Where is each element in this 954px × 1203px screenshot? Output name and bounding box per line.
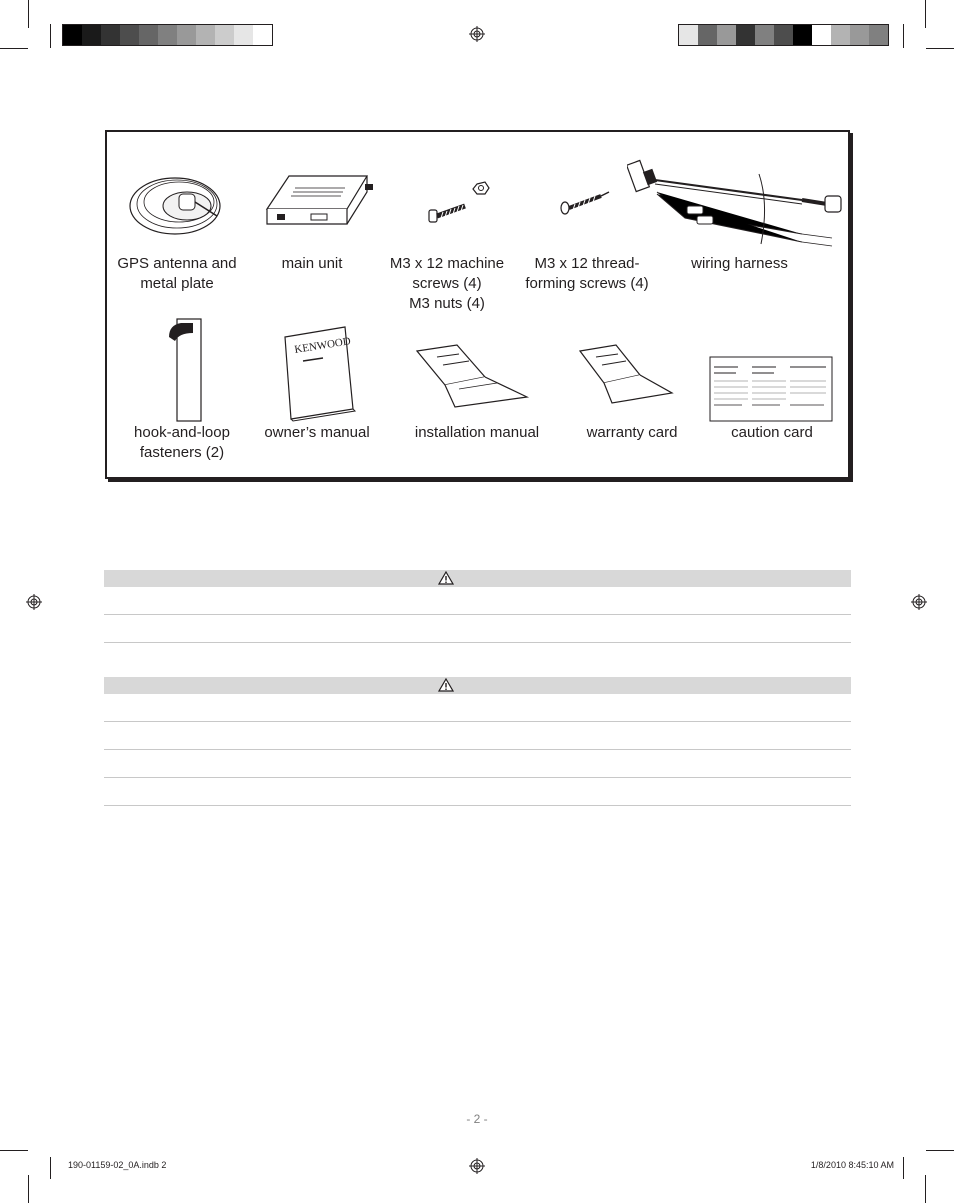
- part-owners-manual: [247, 317, 387, 443]
- color-swatch: [101, 25, 120, 45]
- gps-antenna-icon: [117, 154, 237, 254]
- color-bar-left: [62, 24, 273, 46]
- registration-mark-icon: [26, 594, 42, 610]
- part-warranty-card: [562, 317, 702, 443]
- installation-manual-icon: [397, 317, 557, 423]
- warning-table: [104, 677, 851, 806]
- part-label-line: caution card: [731, 424, 813, 441]
- crop-mark: [926, 48, 954, 49]
- table-row: [104, 694, 851, 722]
- slug-file: 190-01159-02_0A.indb 2: [68, 1160, 167, 1170]
- part-label-line: forming screws (4): [525, 275, 649, 292]
- owners-manual-icon: [247, 317, 387, 423]
- registration-mark-icon: [469, 1158, 485, 1174]
- crop-mark: [903, 24, 904, 48]
- crop-mark: [28, 1175, 29, 1203]
- color-swatch: [234, 25, 253, 45]
- warning-table: [104, 570, 851, 643]
- table-row: [104, 615, 851, 643]
- warning-table-header: [104, 570, 851, 587]
- color-swatch: [736, 25, 755, 45]
- registration-mark-icon: [911, 594, 927, 610]
- color-swatch: [679, 25, 698, 45]
- part-label-line: M3 x 12 machine: [389, 255, 505, 272]
- part-installation-manual: [397, 317, 557, 443]
- part-label-line: installation manual: [414, 424, 540, 441]
- color-swatch: [215, 25, 234, 45]
- table-row: [104, 750, 851, 778]
- color-swatch: [82, 25, 101, 45]
- color-swatch: [831, 25, 850, 45]
- page-number: - 2 -: [466, 1112, 488, 1126]
- color-swatch: [698, 25, 717, 45]
- part-label-line: owner’s manual: [264, 424, 370, 441]
- crop-mark: [0, 48, 28, 49]
- crop-mark: [0, 1150, 28, 1151]
- crop-mark: [50, 24, 51, 48]
- part-label-line: hook-and-loop: [134, 424, 230, 441]
- main-unit-icon: [247, 154, 377, 254]
- part-label-line: fasteners (2): [139, 444, 225, 461]
- wiring-harness-icon: [627, 154, 852, 254]
- crop-mark: [28, 0, 29, 28]
- color-swatch: [850, 25, 869, 45]
- part-label-line: screws (4): [412, 275, 482, 292]
- color-swatch: [177, 25, 196, 45]
- table-row: [104, 778, 851, 806]
- machine-screw-icon: [377, 154, 517, 254]
- crop-mark: [903, 1157, 904, 1179]
- warning-triangle-icon: [438, 571, 454, 585]
- part-label-line: M3 nuts (4): [409, 295, 485, 312]
- warning-table-header: [104, 677, 851, 694]
- part-machine-screws: [377, 154, 517, 314]
- package-contents-box: [105, 130, 850, 479]
- table-row: [104, 722, 851, 750]
- part-main-unit: [247, 154, 377, 274]
- warning-triangle-icon: [438, 678, 454, 692]
- color-swatch: [793, 25, 812, 45]
- part-gps-antenna: [107, 154, 247, 294]
- color-swatch: [774, 25, 793, 45]
- crop-mark: [926, 1150, 954, 1151]
- part-label-line: GPS antenna and: [117, 255, 237, 272]
- crop-mark: [50, 1157, 51, 1179]
- color-bar-right: [678, 24, 889, 46]
- color-swatch: [63, 25, 82, 45]
- part-wiring-harness: [627, 154, 852, 274]
- slug-timestamp: 1/8/2010 8:45:10 AM: [810, 1160, 894, 1170]
- color-swatch: [196, 25, 215, 45]
- color-swatch: [755, 25, 774, 45]
- caution-card-icon: [702, 317, 842, 423]
- color-swatch: [120, 25, 139, 45]
- part-label-line: main unit: [281, 255, 343, 272]
- table-row: [104, 587, 851, 615]
- color-swatch: [158, 25, 177, 45]
- warranty-card-icon: [562, 317, 702, 423]
- crop-mark: [925, 0, 926, 28]
- color-swatch: [139, 25, 158, 45]
- svg-text:KENWOOD: KENWOOD: [293, 335, 352, 356]
- part-hook-loop-fasteners: [117, 317, 247, 463]
- part-label-line: metal plate: [140, 275, 214, 292]
- crop-mark: [925, 1175, 926, 1203]
- part-label-line: M3 x 12 thread-: [534, 255, 640, 272]
- color-swatch: [812, 25, 831, 45]
- part-label-line: warranty card: [586, 424, 678, 441]
- color-swatch: [869, 25, 888, 45]
- part-caution-card: [702, 317, 842, 443]
- color-swatch: [717, 25, 736, 45]
- hook-loop-fastener-icon: [117, 317, 247, 423]
- registration-mark-icon: [469, 26, 485, 42]
- part-label-line: wiring harness: [691, 255, 788, 272]
- color-swatch: [253, 25, 272, 45]
